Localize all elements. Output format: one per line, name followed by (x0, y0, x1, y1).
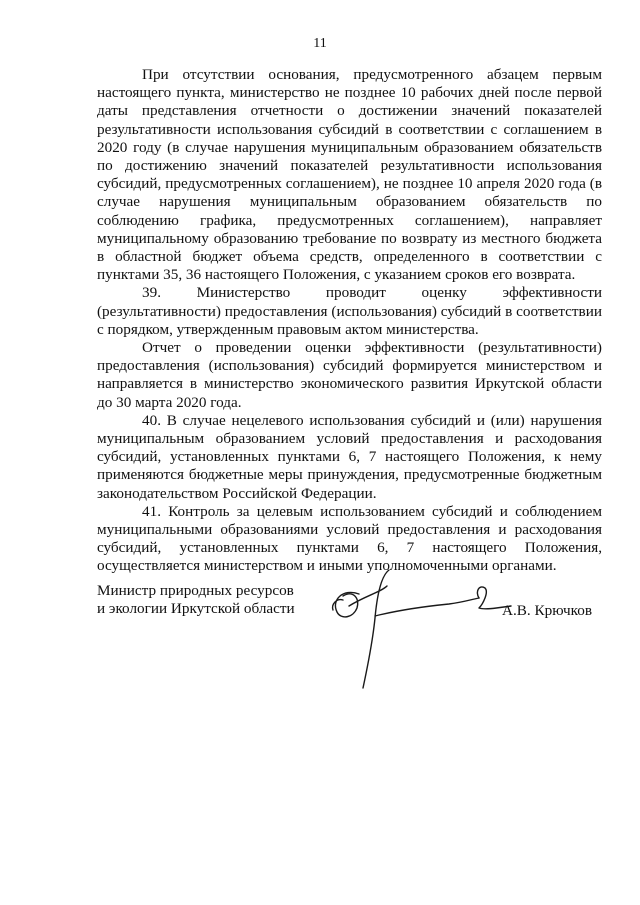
page-number: 11 (313, 36, 327, 51)
document-body (97, 66, 602, 576)
signature-block (97, 582, 602, 702)
handwritten-signature (329, 566, 514, 696)
official-title-line-1: Министр природных ресурсов (97, 582, 294, 599)
paragraph-39: 39. Министерство проводит оценку эффективности (результативности) предоставления (использования) субсидий в соответствии с порядком, утвержденным правовым актом министерства. (97, 284, 602, 338)
official-title (97, 582, 295, 618)
paragraph-40: 40. В случае нецелевого использования субсидий и (или) нарушения муниципальным образованием условий предоставления и расходования субсидий, установленных пунктами 6, 7 настоящего Положения, к нему применяются бюджетные меры принуждения, предусмотренные бюджетным законодательством Российской Федерации. (97, 411, 602, 502)
signatory-name: А.В. Крючков (502, 602, 592, 619)
official-title-line-2: и экологии Иркутской области (97, 600, 295, 618)
paragraph-no-grounds: При отсутствии основания, предусмотренного абзацем первым настоящего пункта, министерство не позднее 10 рабочих дней после первой даты представления отчетности о достижении значений показателей результативности использования субсидий в соответствии с соглашением в 2020 году (в случае нарушения муниципальным образованием обязательств по достижению значений показателей результативности использования субсидий, предусмотренных соглашением), не позднее 10 апреля 2020 года (в случае нарушения муниципальным образованием обязательств по соблюдению графика, предусмотренных соглашением), направляет муниципальному образованию требование по возврату из местного бюджета в областной бюджет объема средств, определенного в соответствии с пунктами 35, 36 настоящего Положения, с указанием сроков его возврата. (97, 66, 602, 284)
paragraph-report: Отчет о проведении оценки эффективности (результативности) предоставления (использования) субсидий формируется министерством и направляется в министерство экономического развития Иркутской области до 30 марта 2020 года. (97, 339, 602, 411)
paragraph-41: 41. Контроль за целевым использованием субсидий и соблюдением муниципальными образованиями условий предоставления и расходования субсидий, установленных пунктами 6, 7 настоящего Положения, осуществляется министерством и иными уполномоченными органами. (97, 502, 602, 575)
